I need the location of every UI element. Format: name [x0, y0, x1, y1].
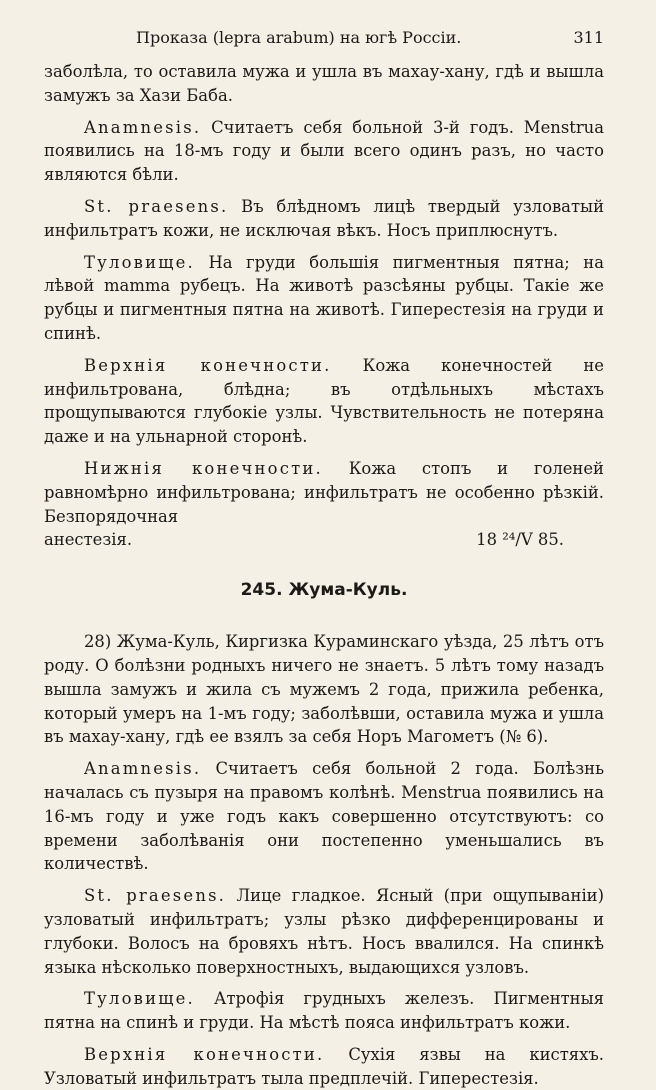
paragraph-label: Верхнія конечности. — [84, 1044, 325, 1064]
paragraph-text-end: анестезія. — [44, 530, 133, 550]
paragraph-text: 28) Жума-Куль, Киргизка Кураминскаго уѣзда, 25 лѣтъ отъ роду. О болѣзни родныхъ ничего не знаетъ. 5 лѣтъ тому назадъ вышла замужъ и жила съ мужемъ 2 года, прижила ребенка, который умеръ на 1-мъ году; заболѣвши, оставила мужа и ушла въ махау-хану, гдѣ ее взялъ за себя Норъ Магометъ (№ 6). — [44, 632, 604, 747]
paragraph-label: Верхнія конечности. — [84, 355, 332, 375]
section-heading: 245. Жума-Куль. — [240, 580, 408, 601]
paragraph-label: St. praesens. — [84, 886, 227, 906]
paragraph-text: Кожа стопъ и голеней равномѣрно инфильтрована; инфильтратъ не особенно рѣзкій. Безпорядочная — [44, 458, 604, 526]
paragraph-text: Сухія язвы на кистяхъ. Узловатый инфильтратъ тыла предплечій. Гиперестезія. — [44, 1044, 604, 1088]
record-date: 18 ²⁴/V 85. — [476, 530, 564, 550]
paragraph-upper-limbs — [44, 354, 604, 449]
paragraph-torso — [44, 987, 604, 1035]
running-header — [44, 24, 604, 60]
running-title: Проказа (lepra arabum) на югѣ Россіи. — [136, 28, 462, 47]
paragraph-label: Anamnesis. — [84, 117, 202, 137]
paragraph-case-intro — [44, 630, 604, 749]
paragraph-label: Туловище. — [84, 989, 195, 1009]
paragraph-label: St. praesens. — [84, 196, 229, 216]
paragraph-text: Въ блѣдномъ лицѣ твердый узловатый инфильтратъ кожи, не исключая вѣкъ. Носъ приплюснутъ. — [44, 196, 604, 240]
paragraph-upper-limbs — [44, 1043, 604, 1090]
paragraph-text: Считаетъ себя больной 2 года. Болѣзнь началась съ пузыря на правомъ колѣнѣ. Menstrua появились на 16-мъ году и уже годъ какъ совершенно отсутствуютъ: со времени заболѣванія они постепенно уменьшались въ количествѣ. — [44, 759, 604, 874]
paragraph-lower-limbs-end — [44, 528, 604, 552]
book-page — [44, 24, 604, 1090]
paragraph-status-praesens — [44, 884, 604, 979]
paragraph-label: Нижнія конечности. — [84, 458, 323, 478]
paragraph-text: На груди большія пигментныя пятна; на лѣвой mamma рубецъ. На животѣ разсѣяны рубцы. Такіе же рубцы и пигментныя пятна на животѣ. Гиперестезія на груди и спинѣ. — [44, 252, 604, 343]
paragraph-text: заболѣла, то оставила мужа и ушла въ махау-хану, гдѣ и вышла замужъ за Хази Баба. — [44, 62, 604, 105]
paragraph-lower-limbs — [44, 457, 604, 528]
paragraph-text: Считаетъ себя больной 3-й годъ. Menstrua появились на 18-мъ году и были всего одинъ разъ, но часто являются бѣли. — [44, 117, 604, 185]
paragraph-torso — [44, 251, 604, 346]
paragraph-text: Лице гладкое. Ясный (при ощупываніи) узловатый инфильтратъ; узлы рѣзко дифференцированы и глубоки. Волосъ на бровяхъ нѣтъ. Носъ ввалился. На спинкѣ языка нѣсколько поверхностныхъ, выдающихся узловъ. — [44, 886, 604, 977]
paragraph-label: Anamnesis. — [84, 759, 202, 779]
paragraph-text: Атрофія грудныхъ железъ. Пигментныя пятна на спинѣ и груди. На мѣстѣ пояса инфильтратъ кожи. — [44, 989, 604, 1033]
paragraph-label: Туловище. — [84, 252, 195, 272]
paragraph-status-praesens — [44, 195, 604, 243]
paragraph-anamnesis — [44, 116, 604, 187]
paragraph-anamnesis — [44, 757, 604, 876]
page-number: 311 — [573, 28, 604, 47]
paragraph-continuation — [44, 60, 604, 108]
paragraph-text: Кожа конечностей не инфильтрована, блѣдна; въ отдѣльныхъ мѣстахъ прощупываются глубокіе узлы. Чувствительность не потеряна даже и на ульнарной сторонѣ. — [44, 355, 604, 447]
